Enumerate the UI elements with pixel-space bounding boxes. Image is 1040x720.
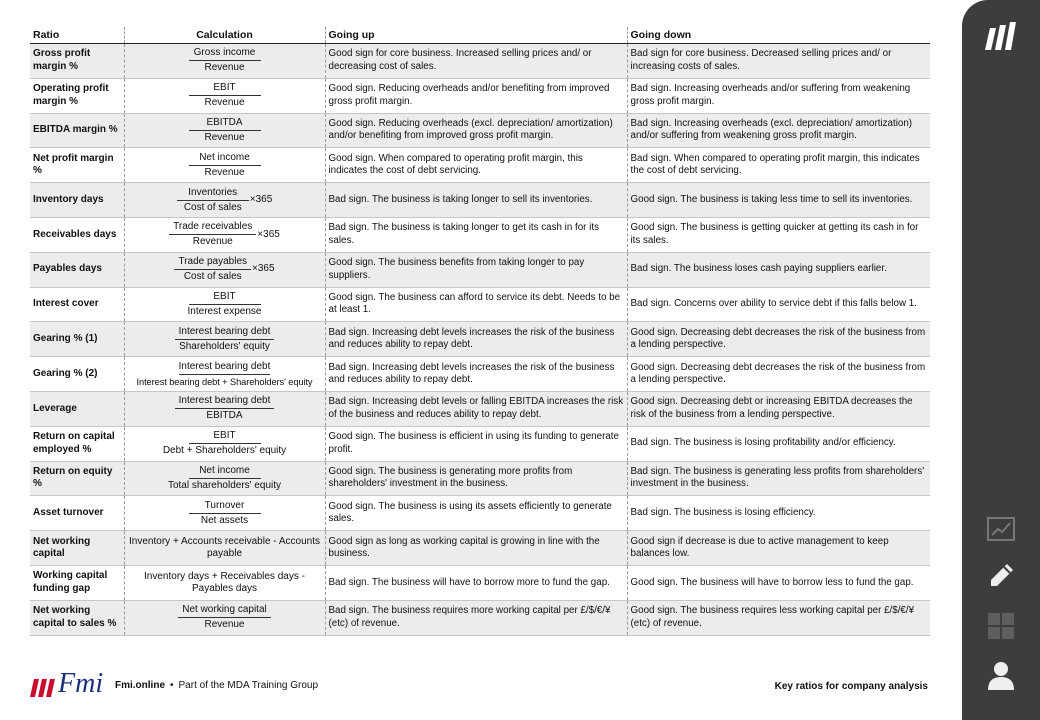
ratio-name: Working capital funding gap <box>30 565 124 600</box>
ratio-calculation <box>124 78 325 113</box>
going-down-text: Bad sign for core business. Decreased selling prices and/ or increasing costs of sales. <box>627 44 930 79</box>
formula-fraction <box>177 187 249 214</box>
formula-fraction <box>189 82 261 109</box>
ratio-name: Return on equity % <box>30 461 124 496</box>
chart-icon[interactable] <box>962 516 1040 542</box>
fmi-logo <box>30 670 103 698</box>
ratio-name: Leverage <box>30 391 124 426</box>
calculator-icon[interactable] <box>962 612 1040 640</box>
going-down-text: Bad sign. The business is losing profitability and/or efficiency. <box>627 426 930 461</box>
formula-numerator: Interest bearing debt <box>179 361 271 375</box>
ratio-calculation <box>124 496 325 531</box>
formula-numerator: EBITDA <box>189 117 261 131</box>
ratio-calculation <box>124 565 325 600</box>
table-row <box>30 565 930 600</box>
site-link[interactable]: Fmi.online <box>115 680 165 691</box>
formula-fraction <box>189 500 261 527</box>
going-up-text: Good sign. The business benefits from taking longer to pay suppliers. <box>325 252 627 287</box>
formula-denominator: Revenue <box>204 166 245 178</box>
formula-denominator: Interest bearing debt + Shareholders' equity <box>136 376 313 387</box>
formula-denominator: Revenue <box>204 97 245 109</box>
going-down-text: Bad sign. Concerns over ability to service debt if this falls below 1. <box>627 287 930 322</box>
formula-denominator: Cost of sales <box>183 271 242 283</box>
table-row <box>30 357 930 392</box>
ratio-calculation <box>124 287 325 322</box>
header-going-down: Going down <box>627 27 930 44</box>
ratio-calculation <box>124 600 325 635</box>
formula-fraction <box>159 430 290 457</box>
ratio-name: Gross profit margin % <box>30 44 124 79</box>
document-title: Key ratios for company analysis <box>774 681 928 692</box>
sidebar <box>962 0 1040 720</box>
formula-fraction <box>137 361 313 388</box>
going-up-text: Good sign. The business is efficient in using its funding to generate profit. <box>325 426 627 461</box>
ratio-name: Net profit margin % <box>30 148 124 183</box>
going-up-text: Good sign. The business can afford to service its debt. Needs to be at least 1. <box>325 287 627 322</box>
formula-denominator: Revenue <box>204 62 245 74</box>
ratio-calculation <box>124 148 325 183</box>
going-down-text: Bad sign. Increasing overheads and/or suffering from weakening gross profit margin. <box>627 78 930 113</box>
formula-fraction <box>175 326 275 353</box>
ratio-name: Net working capital <box>30 531 124 566</box>
table-row <box>30 44 930 79</box>
going-down-text: Bad sign. Increasing overheads (excl. depreciation/ amortization) and/or suffering from weakening gross profit margin. <box>627 113 930 148</box>
ratio-calculation <box>124 461 325 496</box>
ratio-calculation <box>124 531 325 566</box>
ratio-name: Gearing % (2) <box>30 357 124 392</box>
calculation-text: Inventory + Accounts receivable - Accounts payable <box>129 536 320 560</box>
header-ratio: Ratio <box>30 27 124 44</box>
table-row <box>30 287 930 322</box>
formula-fraction <box>189 152 261 179</box>
formula-denominator: Revenue <box>192 236 233 248</box>
ratio-calculation <box>124 113 325 148</box>
pencil-icon[interactable] <box>962 561 1040 591</box>
ratio-calculation <box>124 183 325 218</box>
formula-fraction <box>174 256 251 283</box>
ratio-calculation <box>124 426 325 461</box>
formula-numerator: EBIT <box>189 82 261 96</box>
table-row <box>30 322 930 357</box>
formula-denominator: Total shareholders' equity <box>167 479 282 491</box>
formula-denominator: Cost of sales <box>183 201 242 213</box>
ratio-name: Net working capital to sales % <box>30 600 124 635</box>
formula-fraction <box>178 604 270 631</box>
formula-denominator: Revenue <box>204 619 245 631</box>
table-row <box>30 113 930 148</box>
formula-fraction <box>189 117 261 144</box>
ratio-name: Inventory days <box>30 183 124 218</box>
going-down-text: Good sign. The business is taking less time to sell its inventories. <box>627 183 930 218</box>
going-down-text: Good sign. Decreasing debt or increasing EBITDA decreases the risk of the business from a lending perspective. <box>627 391 930 426</box>
formula-numerator: Turnover <box>189 500 261 514</box>
going-down-text: Good sign. Decreasing debt decreases the risk of the business from a lending perspective. <box>627 322 930 357</box>
formula-numerator: Net income <box>189 152 261 166</box>
formula-fraction <box>175 395 275 422</box>
going-up-text: Bad sign. The business will have to borrow more to fund the gap. <box>325 565 627 600</box>
ratio-calculation <box>124 217 325 252</box>
ratios-table <box>30 27 930 636</box>
formula-numerator: Inventories <box>177 187 249 201</box>
formula-multiplier: ×365 <box>257 228 280 240</box>
ratio-name: Interest cover <box>30 287 124 322</box>
brand-logo-icon[interactable] <box>962 22 1040 54</box>
table-row <box>30 531 930 566</box>
formula-fraction <box>169 221 256 248</box>
formula-denominator: Debt + Shareholders' equity <box>162 445 287 457</box>
calculation-text: Inventory days + Receivables days - Payables days <box>144 570 305 594</box>
ratio-calculation <box>124 357 325 392</box>
ratios-table-container <box>30 27 930 636</box>
ratio-name: Gearing % (1) <box>30 322 124 357</box>
going-up-text: Good sign. The business is using its assets efficiently to generate sales. <box>325 496 627 531</box>
table-row <box>30 148 930 183</box>
going-up-text: Bad sign. The business is taking longer to sell its inventories. <box>325 183 627 218</box>
ratio-name: Payables days <box>30 252 124 287</box>
table-row <box>30 496 930 531</box>
ratio-calculation <box>124 322 325 357</box>
going-up-text: Good sign. Reducing overheads (excl. depreciation/ amortization) and/or benefiting from improved gross profit margin. <box>325 113 627 148</box>
formula-numerator: Net working capital <box>178 604 270 618</box>
formula-numerator: Trade receivables <box>169 221 256 235</box>
going-down-text: Bad sign. The business is generating less profits from shareholders' investment in the business. <box>627 461 930 496</box>
table-row <box>30 183 930 218</box>
formula-numerator: EBIT <box>189 291 261 305</box>
ratio-calculation <box>124 391 325 426</box>
formula-numerator: EBIT <box>189 430 261 444</box>
formula-denominator: Shareholders' equity <box>179 340 270 352</box>
going-up-text: Bad sign. The business is taking longer to get its cash in for its sales. <box>325 217 627 252</box>
table-body <box>30 44 930 636</box>
formula-fraction <box>184 291 266 318</box>
formula-multiplier: ×365 <box>249 193 273 205</box>
going-down-text: Good sign. The business is getting quicker at getting its cash in for its sales. <box>627 217 930 252</box>
user-icon[interactable] <box>962 660 1040 690</box>
header-calculation: Calculation <box>124 27 325 44</box>
going-down-text: Good sign if decrease is due to active management to keep balances low. <box>627 531 930 566</box>
formula-denominator: Interest expense <box>187 305 262 317</box>
going-up-text: Good sign. Reducing overheads and/or benefiting from improved gross profit margin. <box>325 78 627 113</box>
table-row <box>30 217 930 252</box>
formula-numerator: Gross income <box>189 47 261 61</box>
formula-multiplier: ×365 <box>252 263 275 275</box>
formula-numerator: Interest bearing debt <box>175 395 275 409</box>
going-down-text: Good sign. The business requires less working capital per £/$/€/¥ (etc) of revenue. <box>627 600 930 635</box>
table-row <box>30 426 930 461</box>
going-up-text: Good sign as long as working capital is growing in line with the business. <box>325 531 627 566</box>
table-row <box>30 461 930 496</box>
going-down-text: Bad sign. The business loses cash paying suppliers earlier. <box>627 252 930 287</box>
going-down-text: Bad sign. The business is losing efficiency. <box>627 496 930 531</box>
going-up-text: Bad sign. Increasing debt levels or falling EBITDA increases the risk of the business and reduces ability to repay debt. <box>325 391 627 426</box>
ratio-calculation <box>124 252 325 287</box>
going-down-text: Good sign. The business will have to borrow less to fund the gap. <box>627 565 930 600</box>
ratio-name: Return on capital employed % <box>30 426 124 461</box>
group-text: Part of the MDA Training Group <box>178 680 319 691</box>
formula-denominator: Net assets <box>200 514 249 526</box>
formula-fraction <box>189 47 261 74</box>
going-up-text: Bad sign. Increasing debt levels increases the risk of the business and reduces ability to repay debt. <box>325 322 627 357</box>
going-up-text: Good sign. The business is generating more profits from shareholders' investment in the business. <box>325 461 627 496</box>
formula-denominator: Revenue <box>204 131 245 143</box>
going-up-text: Bad sign. Increasing debt levels increases the risk of the business and reduces ability to repay debt. <box>325 357 627 392</box>
ratio-name: EBITDA margin % <box>30 113 124 148</box>
table-row <box>30 391 930 426</box>
separator: • <box>170 680 174 691</box>
going-up-text: Good sign. When compared to operating profit margin, this indicates the cost of debt servicing. <box>325 148 627 183</box>
going-down-text: Good sign. Decreasing debt decreases the risk of the business from a lending perspective. <box>627 357 930 392</box>
formula-numerator: Trade payables <box>174 256 251 270</box>
formula-denominator: EBITDA <box>206 410 243 422</box>
formula-fraction <box>164 465 285 492</box>
table-row <box>30 600 930 635</box>
ratio-name: Asset turnover <box>30 496 124 531</box>
going-up-text: Bad sign. The business requires more working capital per £/$/€/¥ (etc) of revenue. <box>325 600 627 635</box>
table-row <box>30 78 930 113</box>
formula-numerator: Net income <box>189 465 261 479</box>
table-header-row <box>30 27 930 44</box>
going-up-text: Good sign for core business. Increased selling prices and/ or decreasing cost of sales. <box>325 44 627 79</box>
ratio-name: Receivables days <box>30 217 124 252</box>
formula-numerator: Interest bearing debt <box>175 326 275 340</box>
fmi-stripes-icon <box>30 676 56 698</box>
header-going-up: Going up <box>325 27 627 44</box>
ratio-name: Operating profit margin % <box>30 78 124 113</box>
site-line <box>115 680 318 691</box>
footer <box>30 668 930 702</box>
ratio-calculation <box>124 44 325 79</box>
going-down-text: Bad sign. When compared to operating profit margin, this indicates the cost of debt servicing. <box>627 148 930 183</box>
fmi-logo-text: Fmi <box>58 668 104 699</box>
table-row <box>30 252 930 287</box>
